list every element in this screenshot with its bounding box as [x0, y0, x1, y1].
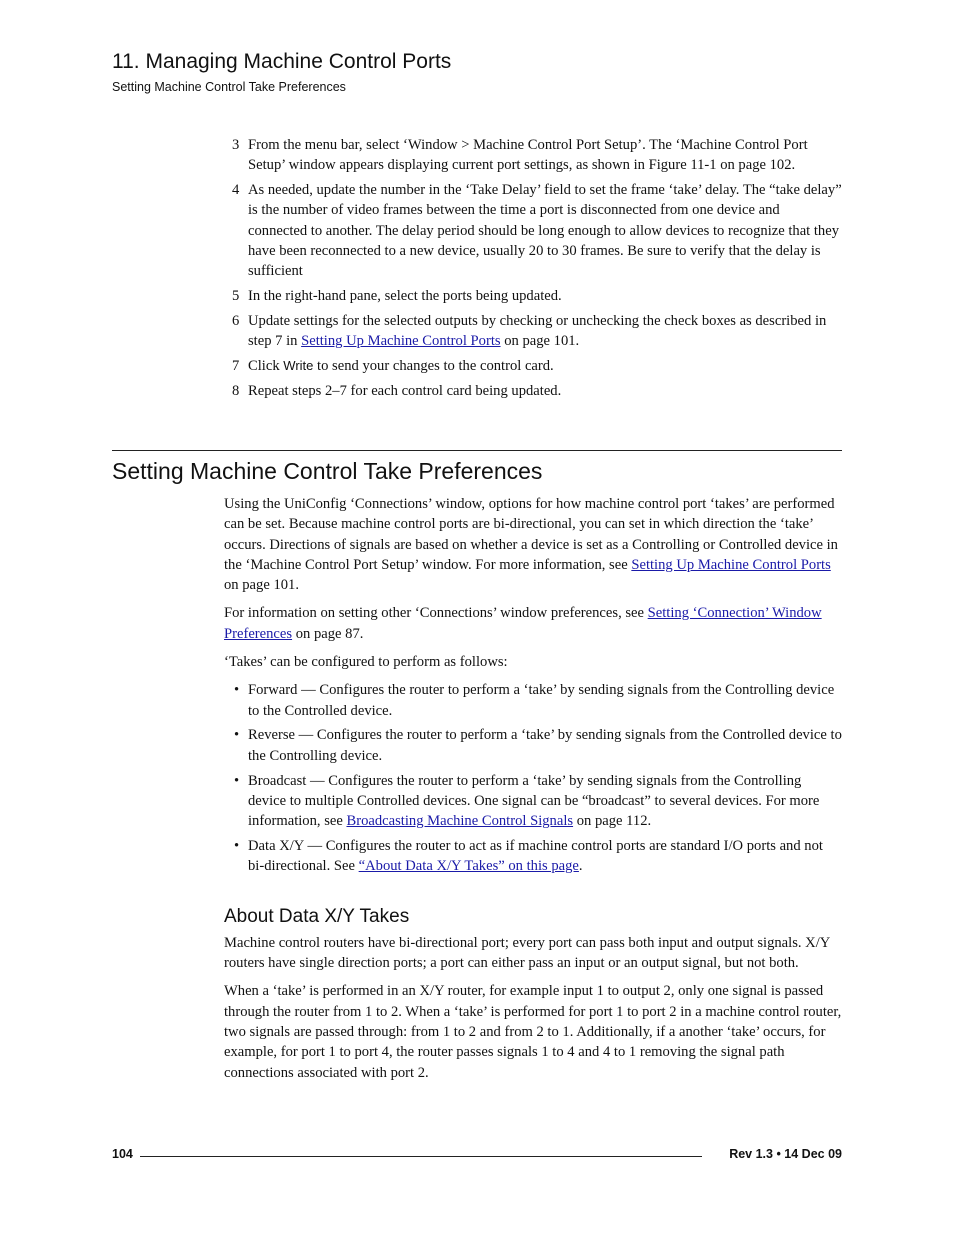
step-number: 5 — [232, 288, 240, 305]
step-item — [232, 135, 842, 176]
link-about-data-xy-takes[interactable]: “About Data X/Y Takes” on this page — [358, 858, 579, 875]
ui-word-write: Write — [283, 357, 314, 373]
bullet-icon: • — [234, 727, 240, 744]
step-text-pre: Click — [248, 357, 284, 374]
step-text — [248, 356, 842, 376]
section-subtitle: Setting Machine Control Take Preferences — [112, 80, 346, 94]
bullet-text: Configures the router to act as if machine control ports are standard I/O ports and not bi-directional. See — [248, 837, 823, 875]
bullet-text: Configures the router to perform a ‘take’ by sending signals from the Controlling device to multiple Controlled devices. One signal can be “broadcast” to several devices. For more information, see — [248, 772, 820, 830]
step-text-post: on page 101. — [500, 333, 580, 350]
step-number: 3 — [232, 137, 240, 153]
section-body — [224, 494, 842, 1091]
step-text — [248, 311, 842, 352]
bullet-term: Data X/Y — [248, 837, 304, 854]
bullet-text-post: . — [578, 858, 583, 875]
step-item — [232, 286, 842, 306]
step-number: 8 — [232, 382, 240, 399]
paragraph: ‘Takes’ can be configured to perform as follows: — [224, 654, 508, 671]
chapter-title: 11. Managing Machine Control Ports — [112, 50, 452, 73]
bullet-icon: • — [234, 772, 240, 789]
bullet-term: Reverse — [248, 727, 296, 744]
step-number: 7 — [232, 357, 240, 374]
take-options-list — [224, 680, 842, 876]
step-item — [232, 311, 842, 352]
step-text: As needed, update the number in the ‘Take Delay’ field to set the frame ‘take’ delay. The “take delay” is the number of video frames between the time a port is disconnected from one device and connected to another. The delay period should be long enough to allow devices to recognize that they have been reconnected to a new device, usually 20 to 30 frames. Be sure to verify that the delay is sufficient — [248, 182, 842, 280]
paragraph — [224, 494, 842, 595]
paragraph-text: Using the UniConfig ‘Connections’ window, options for how machine control port ‘takes’ are performed can be set. Because machine control ports are bi-directional, you can set in which direction the ‘take’ occurs. Directions of signals are based on whether a device is set as a Controlling or Controlled device in the ‘Machine Control Port Setup’ window. For more information, see — [224, 496, 838, 573]
step-text-pre: Update settings for the selected outputs by checking or unchecking the check boxes as described in step 7 in — [248, 312, 827, 350]
link-broadcasting-signals[interactable]: Broadcasting Machine Control Signals — [346, 813, 574, 830]
paragraph-text: on page 87. — [292, 625, 364, 642]
footer-rule — [140, 1156, 702, 1157]
list-item — [224, 836, 842, 877]
paragraph: Machine control routers have bi-directional port; every port can pass both input and output signals. X/Y routers have single direction ports; a port can either pass an input or an output signal, but not both. — [224, 934, 830, 972]
page-number: 104 — [112, 1147, 133, 1161]
list-item-text — [248, 836, 842, 877]
bullet-icon: • — [234, 682, 240, 699]
step-number: 6 — [232, 312, 240, 329]
link-setting-up-ports[interactable]: Setting Up Machine Control Ports — [631, 556, 831, 573]
step-item — [232, 180, 842, 281]
paragraph-text: on page 101. — [224, 577, 299, 594]
bullet-dash: — — [303, 837, 326, 854]
bullet-text: Configures the router to perform a ‘take’ by sending signals from the Controlled device to the Controlling device. — [248, 727, 842, 764]
list-item — [224, 680, 842, 721]
bullet-term: Forward — [248, 682, 298, 699]
bullet-term: Broadcast — [248, 772, 307, 789]
subsection-title: About Data X/Y Takes — [224, 905, 410, 927]
bullet-icon: • — [234, 837, 240, 854]
step-text-post: to send your changes to the control card. — [313, 357, 554, 374]
bullet-text: Configures the router to perform a ‘take’ by sending signals from the Controlling device to the Controlled device. — [248, 682, 835, 719]
paragraph — [224, 603, 842, 644]
link-setting-up-ports[interactable]: Setting Up Machine Control Ports — [301, 333, 501, 350]
list-item-text — [248, 771, 842, 832]
section-divider — [112, 450, 842, 451]
step-text: In the right-hand pane, select the ports being updated. — [248, 288, 562, 305]
step-text: Repeat steps 2–7 for each control card being updated. — [248, 382, 562, 399]
list-item-text — [248, 680, 842, 721]
step-item — [232, 356, 842, 376]
list-item — [224, 725, 842, 766]
paragraph-text: For information on setting other ‘Connections’ window preferences, see — [224, 605, 648, 622]
steps-list — [232, 135, 842, 406]
section-title: Setting Machine Control Take Preferences — [112, 458, 543, 484]
list-item — [224, 771, 842, 832]
link-connection-window-preferences[interactable]: Setting ‘Connection’ Window Preferences — [224, 605, 822, 642]
bullet-text-post: on page 112. — [573, 813, 652, 830]
step-number: 4 — [232, 182, 240, 199]
paragraph: When a ‘take’ is performed in an X/Y router, for example input 1 to output 2, only one signal is passed through the router from 1 to 2. When a ‘take’ is performed for port 1 to port 2 in a machine control router, two signals are passed through: from 1 to 2 and from 2 to 1. Additionally, if a another ‘take’ occurs, for example, for port 1 to port 4, the router passes signals 1 to 4 and 4 to 1 removing the signal path connections associated with port 2. — [224, 983, 842, 1081]
revision-label: Rev 1.3 • 14 Dec 09 — [729, 1147, 842, 1161]
step-item — [232, 381, 842, 401]
bullet-dash: — — [306, 772, 329, 789]
list-item-text — [248, 725, 842, 766]
bullet-dash: — — [295, 727, 317, 744]
step-text: From the menu bar, select ‘Window > Machine Control Port Setup’. The ‘Machine Control Port Setup’ window appears displaying current port settings, as shown in Figure 11-1 on page 102. — [248, 137, 808, 174]
bullet-dash: — — [297, 682, 320, 699]
